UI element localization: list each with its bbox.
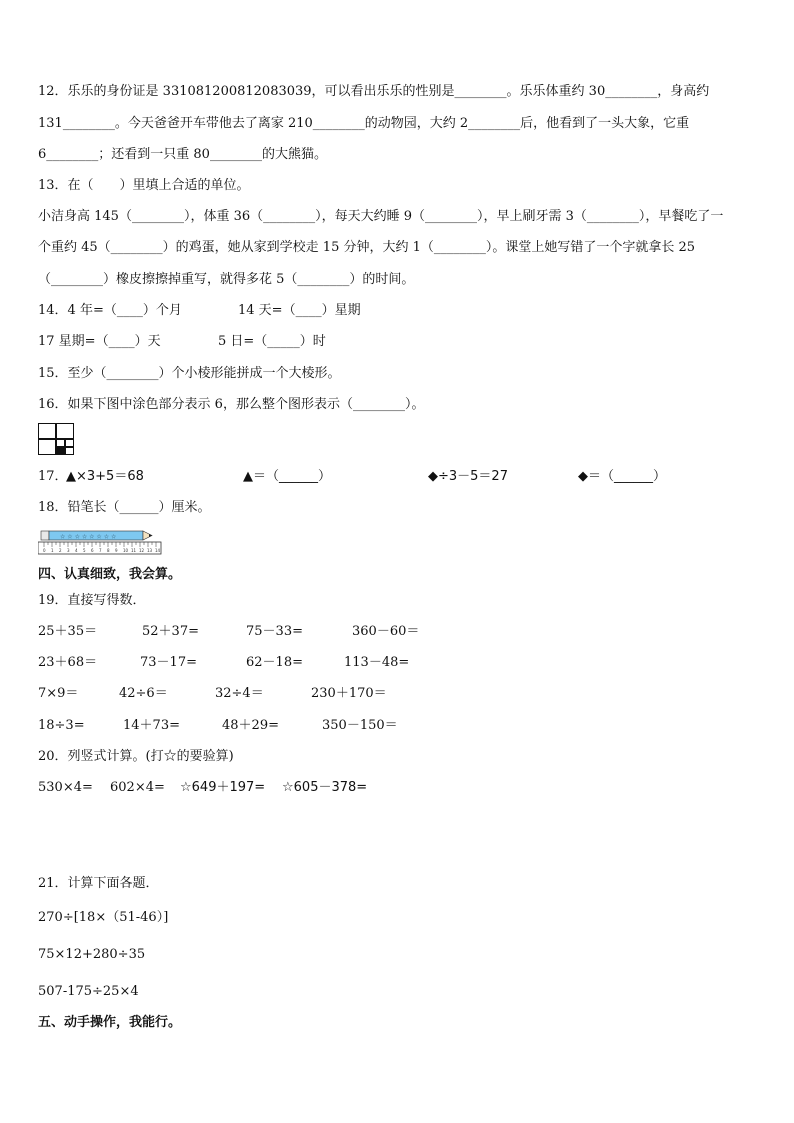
q16-text: 16．如果下图中涂色部分表示 6，那么整个图形表示（________）。 (38, 397, 425, 412)
q21-item2: 75×12+280÷35 (38, 947, 146, 962)
section5-title: 五、动手操作，我能行。 (38, 1015, 182, 1030)
q19-r1c4: 360－60＝ (352, 624, 420, 639)
section4-title: 四、认真细致，我会算。 (38, 567, 182, 582)
q19-title: 19．直接写得数． (38, 593, 146, 608)
ruler-tick-label: 3 (67, 548, 70, 553)
q19-r1c3: 75－33= (246, 624, 303, 639)
q19-r4c1: 18÷3= (38, 718, 85, 733)
q17-triangle-answer: ▲＝（______） (243, 469, 331, 484)
q17-diamond-answer: ◆＝（______） (578, 469, 666, 484)
q19-r4c2: 14＋73= (123, 718, 180, 733)
q19-r4c3: 48＋29= (222, 718, 279, 733)
q14-weeks: 14 天=（____）星期 (238, 303, 361, 318)
ruler-tick-label: 4 (75, 548, 78, 553)
ruler-tick-label: 6 (91, 548, 94, 553)
q17-label: 17． (38, 469, 68, 484)
q21-item3: 507-175÷25×4 (38, 984, 139, 999)
q19-r3c4: 230＋170＝ (311, 686, 387, 701)
ruler-tick-label: 0 (43, 548, 46, 553)
q17-diamond-equation: ◆÷3－5＝27 (428, 469, 508, 484)
q15-text: 15．至少（________）个小棱形能拼成一个大棱形。 (38, 366, 341, 381)
q19-r3c2: 42÷6＝ (119, 686, 168, 701)
shaded-cell (56, 447, 65, 455)
q20-item3: ☆649＋197= (180, 780, 266, 795)
ruler-tick-label: 7 (99, 548, 102, 553)
q19-r3c1: 7×9＝ (38, 686, 79, 701)
q13-line2: 个重约 45（________）的鸡蛋，她从家到学校走 15 分钟，大约 1（________）。课堂上她写错了一个字就拿长 25 (38, 240, 696, 255)
q19-r2c3: 62－18= (246, 655, 303, 670)
q13-line1: 小洁身高 145（________），体重 36（________），每天大约睡 9（________），早上刷牙需 3（________），早餐吃了一 (38, 209, 724, 224)
q19-r2c2: 73－17= (140, 655, 197, 670)
ruler-tick-label: 1 (51, 548, 54, 553)
q20-item1: 530×4= (38, 780, 93, 795)
grid-figure (38, 423, 74, 455)
q19-r3c3: 32÷4＝ (215, 686, 264, 701)
ruler-tick-label: 9 (115, 548, 118, 553)
ruler-tick-label: 10 (123, 548, 129, 553)
q19-r1c1: 25＋35＝ (38, 624, 98, 639)
q14-days: 17 星期=（____）天 (38, 334, 161, 349)
pencil-ruler-image (38, 529, 162, 556)
ruler-tick-label: 14 (155, 548, 161, 553)
q20-item4: ☆605－378= (282, 780, 368, 795)
q14-months: 14．4 年=（____）个月 (38, 303, 182, 318)
q20-item2: 602×4= (110, 780, 165, 795)
q17-triangle-equation: ▲×3+5＝68 (66, 469, 144, 484)
q19-r4c4: 350－150＝ (322, 718, 398, 733)
ruler-tick-label: 8 (107, 548, 110, 553)
q12-line3: 6________；还看到一只重 80________的大熊猫。 (38, 147, 327, 162)
svg-text:☆ ☆ ☆ ☆ ☆ ☆ ☆ ☆: ☆ ☆ ☆ ☆ ☆ ☆ ☆ ☆ (60, 533, 117, 541)
ruler-tick-label: 11 (131, 548, 137, 553)
q12-line2: 131________。今天爸爸开车带他去了离家 210________的动物园，大约 2________后，他看到了一头大象，它重 (38, 116, 690, 131)
ruler-tick-label: 13 (147, 548, 153, 553)
q14-hours: 5 日=（_____）时 (218, 334, 326, 349)
q12-line1: 12．乐乐的身份证是 331081200812083039，可以看出乐乐的性别是________。乐乐体重约 30________，身高约 (38, 84, 710, 99)
ruler-tick-label: 12 (139, 548, 145, 553)
q13-title: 13．在（ ）里填上合适的单位。 (38, 178, 250, 193)
q18-text: 18．铅笔长（______）厘米。 (38, 500, 211, 515)
q13-line3: （________）橡皮擦擦掉重写，就得多花 5（________）的时间。 (38, 272, 415, 287)
q21-title: 21．计算下面各题． (38, 876, 159, 891)
ruler-tick-label: 2 (59, 548, 62, 553)
q20-title: 20．列竖式计算。(打☆的要验算) (38, 749, 234, 764)
ruler-tick-label: 5 (83, 548, 86, 553)
q19-r2c1: 23＋68＝ (38, 655, 98, 670)
q21-item1: 270÷[18×（51-46）] (38, 910, 169, 925)
q19-r1c2: 52＋37= (142, 624, 199, 639)
q19-r2c4: 113－48= (344, 655, 410, 670)
